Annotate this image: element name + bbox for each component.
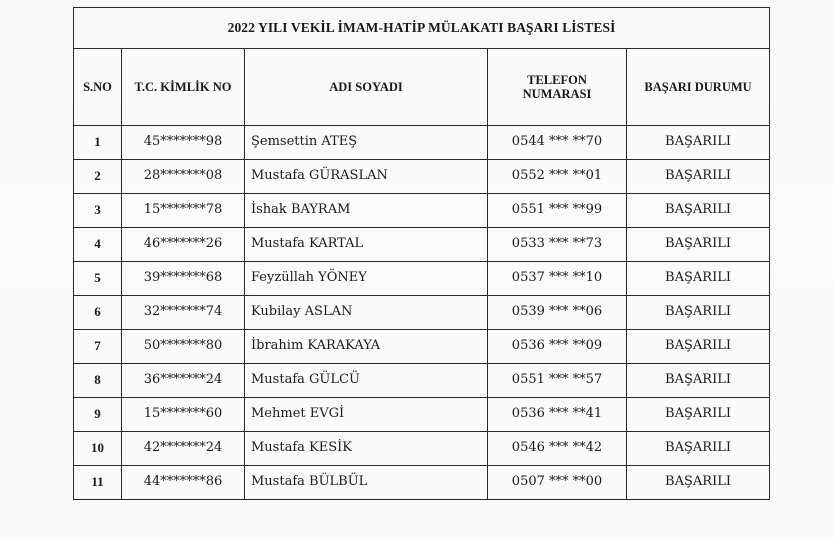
- row-phone: 0551 *** **99: [488, 194, 627, 228]
- column-header-tc: T.C. KİMLİK NO: [122, 49, 245, 126]
- row-full-name: Şemsettin ATEŞ: [245, 126, 488, 160]
- row-phone: 0537 *** **10: [488, 262, 627, 296]
- table-row: [74, 194, 770, 228]
- row-full-name: İshak BAYRAM: [245, 194, 488, 228]
- row-phone: 0536 *** **09: [488, 330, 627, 364]
- row-status: BAŞARILI: [627, 364, 770, 398]
- row-phone: 0533 *** **73: [488, 228, 627, 262]
- row-status: BAŞARILI: [627, 262, 770, 296]
- column-header-no: S.NO: [74, 49, 122, 126]
- row-number: 9: [74, 398, 122, 432]
- success-list-table: [73, 7, 770, 500]
- row-tc-number: 42*******24: [122, 432, 245, 466]
- row-full-name: Mustafa GÜLCÜ: [245, 364, 488, 398]
- header-row: [74, 49, 770, 126]
- row-tc-number: 32*******74: [122, 296, 245, 330]
- column-header-status: BAŞARI DURUMU: [627, 49, 770, 126]
- row-status: BAŞARILI: [627, 466, 770, 500]
- row-tc-number: 36*******24: [122, 364, 245, 398]
- row-full-name: İbrahim KARAKAYA: [245, 330, 488, 364]
- row-phone: 0552 *** **01: [488, 160, 627, 194]
- row-status: BAŞARILI: [627, 160, 770, 194]
- row-number: 3: [74, 194, 122, 228]
- row-tc-number: 15*******60: [122, 398, 245, 432]
- table-row: [74, 330, 770, 364]
- table-row: [74, 432, 770, 466]
- row-number: 7: [74, 330, 122, 364]
- row-status: BAŞARILI: [627, 228, 770, 262]
- row-status: BAŞARILI: [627, 330, 770, 364]
- table-row: [74, 228, 770, 262]
- row-full-name: Mustafa KESİK: [245, 432, 488, 466]
- column-header-name: ADI SOYADI: [245, 49, 488, 126]
- row-status: BAŞARILI: [627, 194, 770, 228]
- table-row: [74, 126, 770, 160]
- row-full-name: Mustafa GÜRASLAN: [245, 160, 488, 194]
- row-phone: 0544 *** **70: [488, 126, 627, 160]
- row-full-name: Mustafa KARTAL: [245, 228, 488, 262]
- table-row: [74, 160, 770, 194]
- row-tc-number: 39*******68: [122, 262, 245, 296]
- row-status: BAŞARILI: [627, 126, 770, 160]
- row-status: BAŞARILI: [627, 398, 770, 432]
- row-tc-number: 45*******98: [122, 126, 245, 160]
- row-tc-number: 50*******80: [122, 330, 245, 364]
- row-full-name: Mustafa BÜLBÜL: [245, 466, 488, 500]
- column-header-phone: TELEFON NUMARASI: [488, 49, 627, 126]
- row-tc-number: 44*******86: [122, 466, 245, 500]
- row-number: 1: [74, 126, 122, 160]
- row-number: 4: [74, 228, 122, 262]
- row-number: 5: [74, 262, 122, 296]
- row-number: 6: [74, 296, 122, 330]
- document-title: 2022 YILI VEKİL İMAM-HATİP MÜLAKATI BAŞARI LİSTESİ: [74, 8, 770, 49]
- row-number: 10: [74, 432, 122, 466]
- row-tc-number: 15*******78: [122, 194, 245, 228]
- row-status: BAŞARILI: [627, 296, 770, 330]
- table-row: [74, 466, 770, 500]
- row-number: 8: [74, 364, 122, 398]
- row-full-name: Feyzüllah YÖNEY: [245, 262, 488, 296]
- row-phone: 0539 *** **06: [488, 296, 627, 330]
- row-tc-number: 28*******08: [122, 160, 245, 194]
- row-full-name: Mehmet EVGİ: [245, 398, 488, 432]
- row-number: 11: [74, 466, 122, 500]
- row-status: BAŞARILI: [627, 432, 770, 466]
- row-phone: 0551 *** **57: [488, 364, 627, 398]
- row-tc-number: 46*******26: [122, 228, 245, 262]
- row-phone: 0507 *** **00: [488, 466, 627, 500]
- table-row: [74, 296, 770, 330]
- row-phone: 0536 *** **41: [488, 398, 627, 432]
- row-number: 2: [74, 160, 122, 194]
- row-full-name: Kubilay ASLAN: [245, 296, 488, 330]
- table-row: [74, 364, 770, 398]
- table-row: [74, 262, 770, 296]
- title-row: [74, 8, 770, 49]
- row-phone: 0546 *** **42: [488, 432, 627, 466]
- table-row: [74, 398, 770, 432]
